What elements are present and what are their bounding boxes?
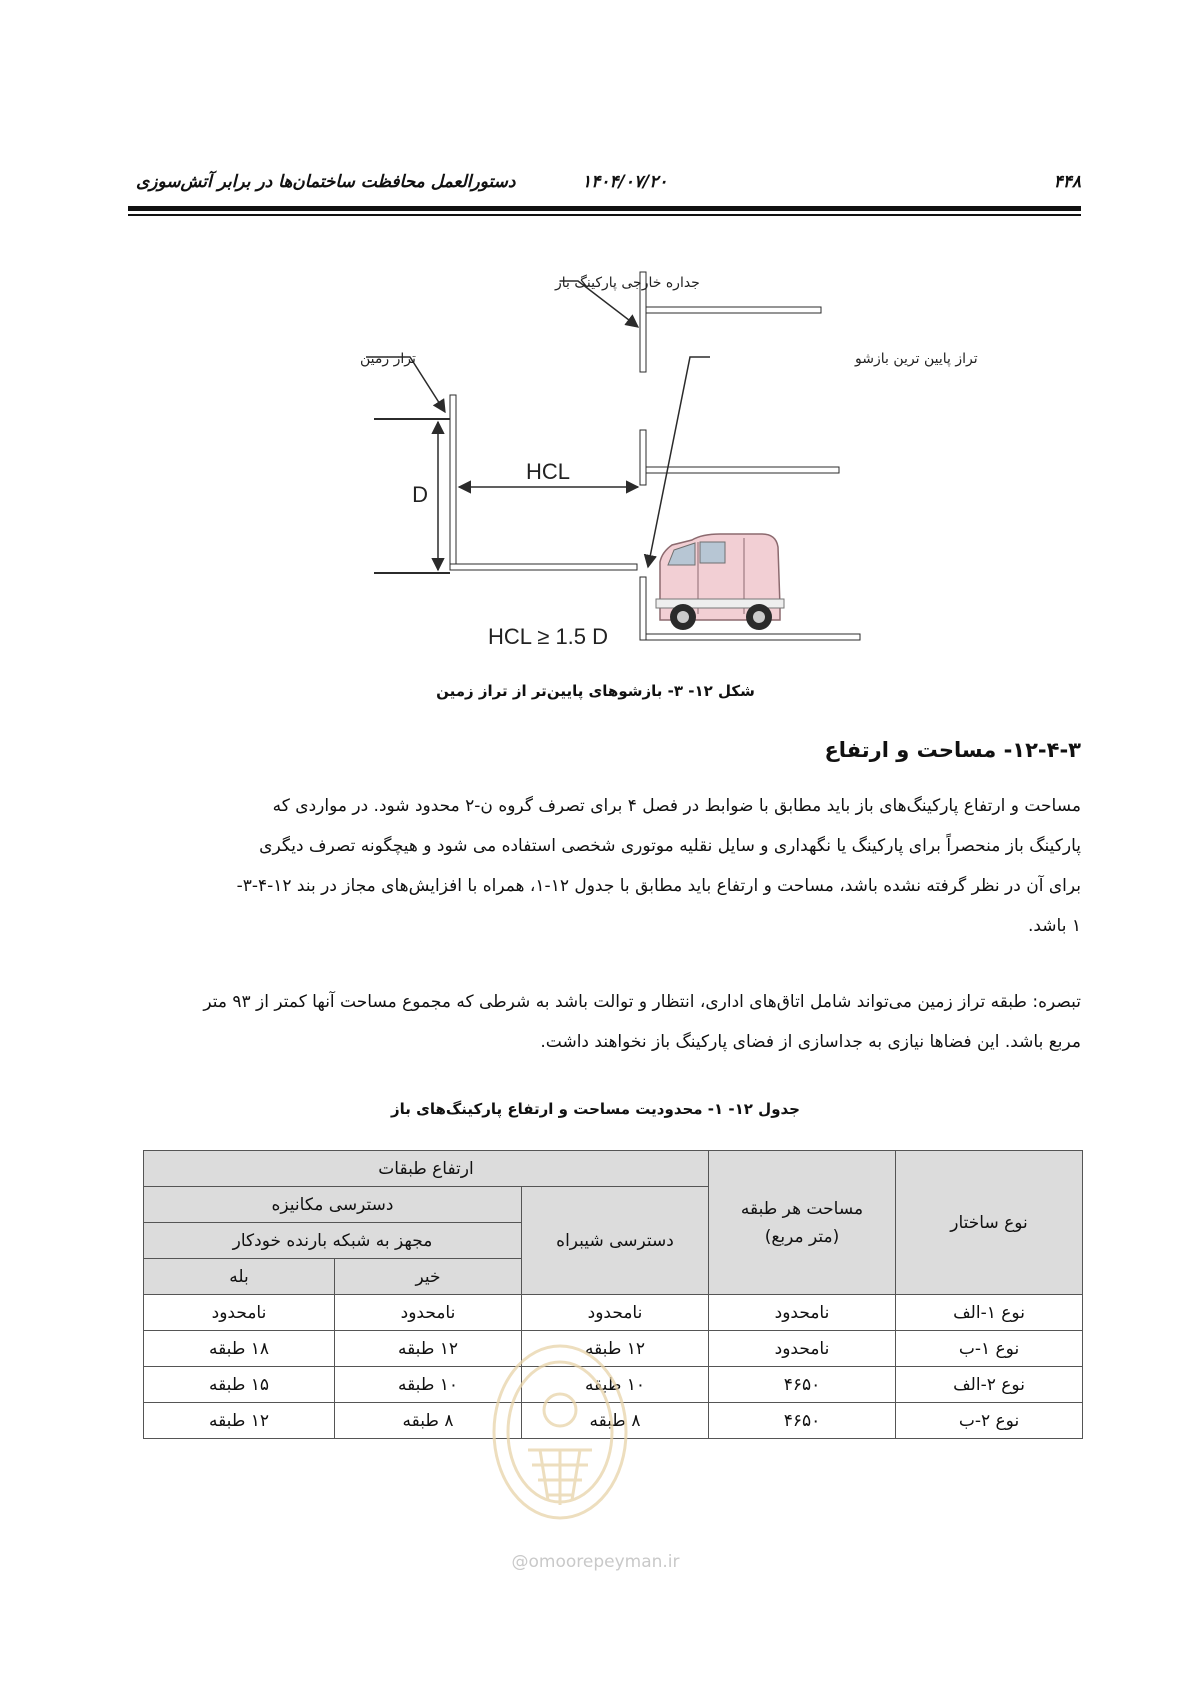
section-heading: ۱۲-۴-۳- مساحت و ارتفاع: [824, 738, 1081, 762]
formula-label: HCL ≥ 1.5 D: [487, 624, 609, 649]
header-ramp-access: دسترسی شیبراه: [522, 1187, 709, 1295]
ground-level-openings-figure: [300, 262, 978, 662]
table-row: نوع ۲-ب ۴۶۵۰ ۸ طبقه ۸ طبقه ۱۲ طبقه: [144, 1403, 1083, 1439]
header-structure-type: نوع ساختار: [896, 1151, 1083, 1295]
header-sprinkler: مجهز به شبکه بارنده خودکار: [144, 1223, 522, 1259]
table-row: نوع ۱-ب نامحدود ۱۲ طبقه ۱۲ طبقه ۱۸ طبقه: [144, 1331, 1083, 1367]
header-title: دستورالعمل محافظت ساختمان‌ها در برابر آتش‌سوزی: [136, 172, 516, 192]
table-row: نوع ۱-الف نامحدود نامحدود نامحدود نامحدود: [144, 1295, 1083, 1331]
watermark-seal-icon: [488, 1340, 633, 1525]
header-rule-thin: [128, 214, 1081, 216]
paragraph-line: برای آن در نظر گرفته نشده باشد، مساحت و ارتفاع باید مطابق با جدول ۱۲-۱، همراه با افزایش‌های مجاز در بند ۱۲-۴-۳-: [236, 876, 1081, 896]
header-mechanical-access: دسترسی مکانیزه: [144, 1187, 522, 1223]
ground-level-label: تراز زمین: [360, 351, 416, 367]
hcl-label: HCL: [525, 459, 571, 484]
paragraph-line: ۱ باشد.: [1027, 916, 1081, 936]
header-height: ارتفاع طبقات: [144, 1151, 709, 1187]
note-line: تبصره: طبقه تراز زمین می‌تواند شامل اتاق‌های اداری، انتظار و توالت باشد به شرطی که مجموع مساحت آنها کمتر از ۹۳ متر: [203, 992, 1081, 1012]
page-number: ۴۴۸: [1053, 172, 1081, 192]
paragraph-area-height: [112, 786, 1081, 946]
header-rule-thick: [128, 206, 1081, 211]
d-label: D: [412, 482, 428, 507]
figure-caption: شکل ۱۲- ۳- بازشوهای پایین‌تر از تراز زمین: [436, 682, 755, 700]
header-no: خیر: [335, 1259, 522, 1295]
lowest-opening-label: تراز پایین ترین بازشو: [855, 351, 978, 367]
paragraph-line: مساحت و ارتفاع پارکینگ‌های باز باید مطابق با ضوابط در فصل ۴ برای تصرف گروه ن-۲ محدود شود. در مواردی که: [272, 796, 1081, 816]
table-caption: جدول ۱۲- ۱- محدودیت مساحت و ارتفاع پارکینگ‌های باز: [390, 1100, 800, 1118]
table-row: نوع ۲-الف ۴۶۵۰ ۱۰ طبقه ۱۰ طبقه ۱۵ طبقه: [144, 1367, 1083, 1403]
header-area: مساحت هر طبقه (متر مربع): [709, 1151, 896, 1295]
header-date: ۱۴۰۴/۰۷/۲۰: [582, 172, 668, 192]
van-illustration: [656, 534, 784, 630]
note-paragraph: [112, 982, 1081, 1062]
paragraph-line: پارکینگ باز منحصراً برای پارکینگ یا نگهداری و سایل نقلیه موتوری شخصی استفاده می شود و هیچگونه تصرف دیگری: [259, 836, 1081, 856]
note-line: مربع باشد. این فضاها نیازی به جداسازی از فضای پارکینگ باز نخواهند داشت.: [540, 1032, 1081, 1052]
watermark-text: @omoorepeyman.ir: [511, 1552, 680, 1572]
outer-wall-label: جداره خارجی پارکینگ باز: [555, 275, 700, 291]
header-yes: بله: [144, 1259, 335, 1295]
